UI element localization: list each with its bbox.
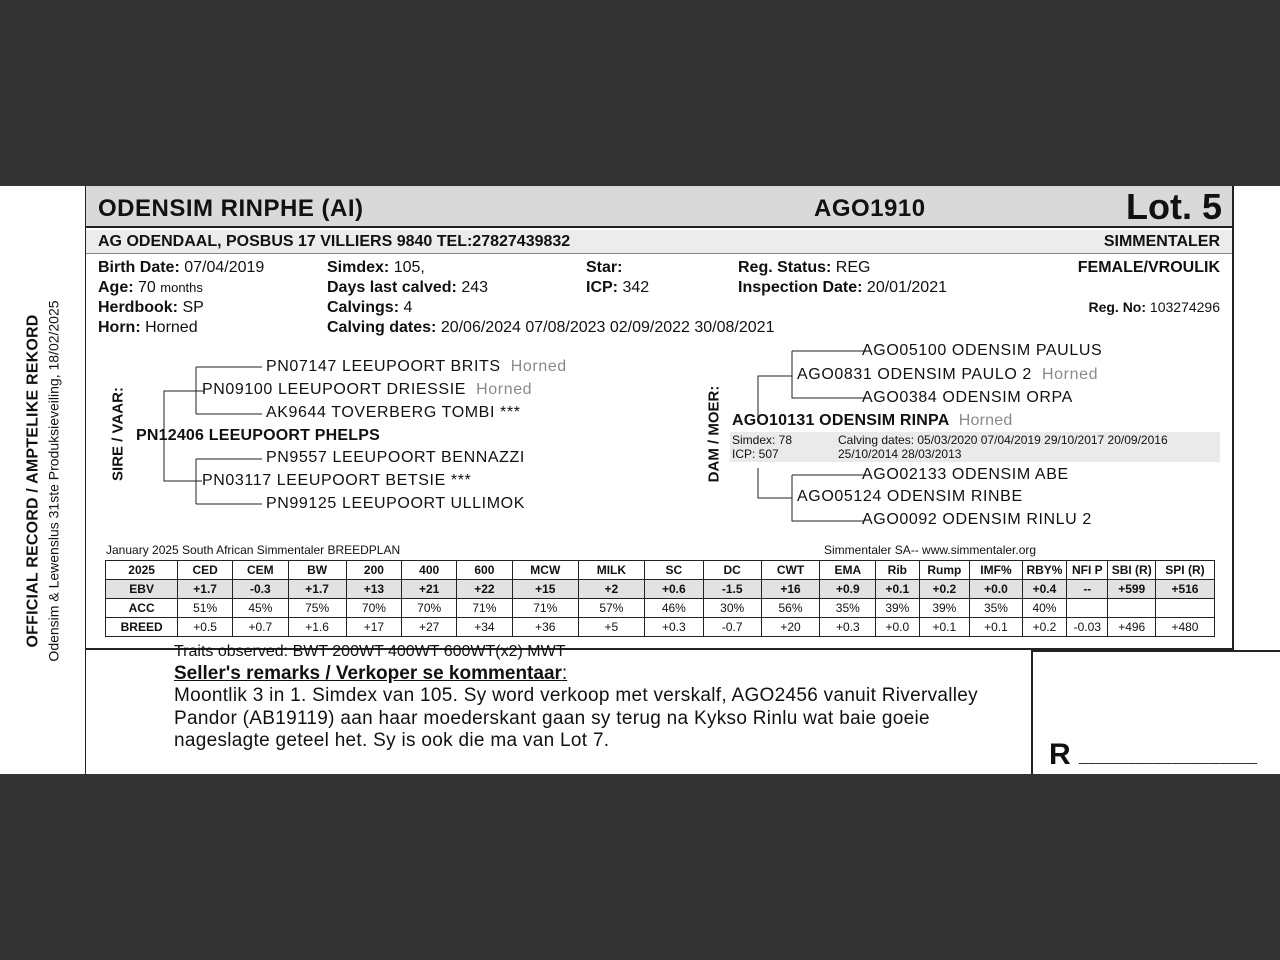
- dam-name: AGO10131 ODENSIM RINPA Horned: [732, 412, 1013, 429]
- breedplan-cell: 39%: [876, 599, 919, 618]
- breedplan-cell: +0.2: [919, 580, 970, 599]
- breedplan-cell: 45%: [232, 599, 288, 618]
- breedplan-cell: 75%: [288, 599, 346, 618]
- breedplan-cell: +16: [761, 580, 820, 599]
- breedplan-cell: +27: [402, 618, 457, 637]
- reg-status: Reg. Status: REG: [738, 259, 871, 276]
- breedplan-cell: +516: [1155, 580, 1214, 599]
- breedplan-cell: SC: [644, 561, 703, 580]
- breedplan-cell: 35%: [970, 599, 1023, 618]
- breedplan-cell: DC: [703, 561, 761, 580]
- breedplan-cell: CEM: [232, 561, 288, 580]
- sidebar-text: [25, 201, 62, 761]
- dam-dam: AGO05124 ODENSIM RINBE: [797, 488, 1023, 505]
- breedplan-cell: 400: [402, 561, 457, 580]
- breedplan-cell: 70%: [346, 599, 402, 618]
- breedplan-cell: +0.1: [876, 580, 919, 599]
- sex: FEMALE/VROULIK: [1077, 259, 1220, 276]
- breedplan-cell: SBI (R): [1108, 561, 1155, 580]
- breedplan-cell: BREED: [106, 618, 178, 637]
- breedplan-cell: +36: [512, 618, 578, 637]
- breedplan-cell: +21: [402, 580, 457, 599]
- owner-bar: [86, 230, 1232, 254]
- breedplan-cell: 39%: [919, 599, 970, 618]
- breedplan-cell: BW: [288, 561, 346, 580]
- breedplan-cell: MCW: [512, 561, 578, 580]
- breedplan-caption: January 2025 South African Simmentaler BREEDPLAN: [106, 543, 401, 557]
- breedplan-cell: 70%: [402, 599, 457, 618]
- breedplan-cell: SPI (R): [1155, 561, 1214, 580]
- icp: ICP: 342: [586, 279, 650, 296]
- breedplan-cell: +15: [512, 580, 578, 599]
- owner-address: AG ODENDAAL, POSBUS 17 VILLIERS 9840 TEL:27827439832: [98, 233, 571, 250]
- horn: Horn: Horned: [98, 319, 198, 336]
- calving-dates: Calving dates: 20/06/2024 07/08/2023 02/09/2022 30/08/2021: [327, 319, 775, 336]
- breedplan-cell: RBY%: [1022, 561, 1066, 580]
- breedplan-cell: 30%: [703, 599, 761, 618]
- breedplan-cell: +0.2: [1022, 618, 1066, 637]
- dam-dam-dam: AGO0092 ODENSIM RINLU 2: [862, 511, 1092, 528]
- breedplan-cell: +0.5: [178, 618, 233, 637]
- breedplan-cell: [1155, 599, 1214, 618]
- lot-sheet: [0, 186, 1280, 774]
- breedplan-cell: --: [1067, 580, 1108, 599]
- dam-label: DAM / MOER:: [705, 385, 723, 483]
- inspection-date: Inspection Date: 20/01/2021: [738, 279, 947, 296]
- breedplan-cell: EBV: [106, 580, 178, 599]
- breedplan-acc-row: [106, 599, 1215, 618]
- breedplan-cell: 46%: [644, 599, 703, 618]
- dam-info-box: [730, 432, 1220, 462]
- sidebar-subtitle: Odensim & Lewenslus 31ste Produksieveiling, 18/02/2025: [45, 300, 62, 662]
- sire-dam: PN03117 LEEUPOORT BETSIE ***: [202, 472, 472, 489]
- breedplan-cell: -0.7: [703, 618, 761, 637]
- breedplan-cell: +13: [346, 580, 402, 599]
- breedplan-website: Simmentaler SA-- www.simmentaler.org: [824, 543, 1037, 557]
- breedplan-cell: 57%: [578, 599, 644, 618]
- sire-dam-dam: PN99125 LEEUPOORT ULLIMOK: [266, 495, 525, 512]
- sire-sire-sire: PN07147 LEEUPOORT BRITS Horned: [266, 358, 567, 375]
- breedplan-cell: 51%: [178, 599, 233, 618]
- breedplan-cell: +22: [457, 580, 513, 599]
- breedplan-breed-row: [106, 618, 1215, 637]
- breedplan-cell: [1067, 599, 1108, 618]
- sire-label: SIRE / VAAR:: [109, 387, 127, 481]
- breedplan-cell: 600: [457, 561, 513, 580]
- breedplan-cell: +0.4: [1022, 580, 1066, 599]
- sire-sire-dam: AK9644 TOVERBERG TOMBI ***: [266, 404, 521, 421]
- breedplan-cell: +5: [578, 618, 644, 637]
- breedplan-cell: ACC: [106, 599, 178, 618]
- breedplan-cell: +0.3: [644, 618, 703, 637]
- breedplan-cell: MILK: [578, 561, 644, 580]
- official-record-sidebar: [0, 186, 86, 774]
- breedplan-cell: Rump: [919, 561, 970, 580]
- dam-calving-dates-1: Calving dates: 05/03/2020 07/04/2019 29/10/2017 20/09/2016: [838, 433, 1168, 447]
- animal-card: [86, 186, 1234, 650]
- animal-name: ODENSIM RINPHE (AI): [98, 195, 364, 222]
- dam-sire: AGO0831 ODENSIM PAULO 2 Horned: [797, 366, 1099, 383]
- sire-name: PN12406 LEEUPOORT PHELPS: [136, 427, 380, 444]
- sire-sire: PN09100 LEEUPOORT DRIESSIE Horned: [202, 381, 533, 398]
- breedplan-cell: 71%: [457, 599, 513, 618]
- birth-date: Birth Date: 07/04/2019: [98, 259, 265, 276]
- breedplan-cell: -0.03: [1067, 618, 1108, 637]
- breedplan-cell: +17: [346, 618, 402, 637]
- breedplan-cell: +1.7: [178, 580, 233, 599]
- breedplan-cell: +0.0: [970, 580, 1023, 599]
- breedplan-cell: CED: [178, 561, 233, 580]
- breedplan-cell: +0.1: [970, 618, 1023, 637]
- breedplan-cell: +34: [457, 618, 513, 637]
- breedplan-cell: +0.1: [919, 618, 970, 637]
- breedplan-cell: +2: [578, 580, 644, 599]
- dam-dam-sire: AGO02133 ODENSIM ABE: [862, 466, 1069, 483]
- days-last-calved: Days last calved: 243: [327, 279, 489, 296]
- traits-observed: Traits observed: BWT 200WT 400WT 600WT(x2) MWT: [174, 643, 566, 660]
- breedplan-cell: 35%: [820, 599, 876, 618]
- breedplan-cell: +0.9: [820, 580, 876, 599]
- price-box: [1031, 650, 1280, 774]
- breedplan-cell: 40%: [1022, 599, 1066, 618]
- breedplan-header-row: [106, 561, 1215, 580]
- remarks-title: Seller's remarks / Verkoper se kommentaar:: [174, 663, 568, 684]
- breedplan-cell: +0.0: [876, 618, 919, 637]
- dam-sire-dam: AGO0384 ODENSIM ORPA: [862, 389, 1073, 406]
- breedplan-cell: +496: [1108, 618, 1155, 637]
- breedplan-cell: +599: [1108, 580, 1155, 599]
- dam-calving-dates-2: 25/10/2014 28/03/2013: [838, 447, 962, 461]
- remarks-text: Moontlik 3 in 1. Simdex van 105. Sy word verkoop met verskalf, AGO2456 vanuit Rivervalley Pandor (AB19119) aan haar moederskant gaan sy terug na Kykso Rinlu wat baie goeie nageslagte geteel het. Sy is ook die ma van Lot 7.: [174, 685, 978, 751]
- breedplan-cell: +0.3: [820, 618, 876, 637]
- price-field[interactable]: ___________________: [1079, 748, 1258, 765]
- breedplan-ebv-row: [106, 580, 1215, 599]
- breedplan-cell: -0.3: [232, 580, 288, 599]
- breedplan-cell: +1.7: [288, 580, 346, 599]
- breedplan-cell: Rib: [876, 561, 919, 580]
- reg-no: Reg. No: 103274296: [1088, 299, 1220, 315]
- dam-icp: ICP: 507: [732, 447, 779, 461]
- calvings: Calvings: 4: [327, 299, 413, 316]
- breedplan-cell: +1.6: [288, 618, 346, 637]
- breedplan-cell: [1108, 599, 1155, 618]
- dam-simdex: Simdex: 78: [732, 433, 793, 447]
- star: Star:: [586, 259, 623, 276]
- breedplan-cell: +0.6: [644, 580, 703, 599]
- breedplan-cell: +0.7: [232, 618, 288, 637]
- breedplan-cell: EMA: [820, 561, 876, 580]
- breed-name: SIMMENTALER: [1103, 233, 1220, 250]
- sidebar-title: OFFICIAL RECORD / AMPTELIKE REKORD: [24, 314, 42, 648]
- breedplan-cell: NFI P: [1067, 561, 1108, 580]
- dam-sire-sire: AGO05100 ODENSIM PAULUS: [862, 342, 1103, 359]
- breedplan-cell: CWT: [761, 561, 820, 580]
- price-currency: R: [1049, 738, 1071, 771]
- breedplan-cell: IMF%: [970, 561, 1023, 580]
- breedplan-cell: +20: [761, 618, 820, 637]
- breedplan-cell: +480: [1155, 618, 1214, 637]
- breedplan-cell: 200: [346, 561, 402, 580]
- lot-number: Lot. 5: [1126, 186, 1222, 227]
- card-header: [86, 186, 1232, 228]
- age: Age: 70 months: [98, 279, 203, 296]
- simdex: Simdex: 105,: [327, 259, 425, 276]
- animal-reg-code: AGO1910: [814, 195, 926, 222]
- breedplan-table: [105, 560, 1215, 637]
- breedplan-cell: 71%: [512, 599, 578, 618]
- breedplan-cell: -1.5: [703, 580, 761, 599]
- breedplan-cell: 56%: [761, 599, 820, 618]
- herdbook: Herdbook: SP: [98, 299, 204, 316]
- breedplan-cell: 2025: [106, 561, 178, 580]
- sire-dam-sire: PN9557 LEEUPOORT BENNAZZI: [266, 449, 525, 466]
